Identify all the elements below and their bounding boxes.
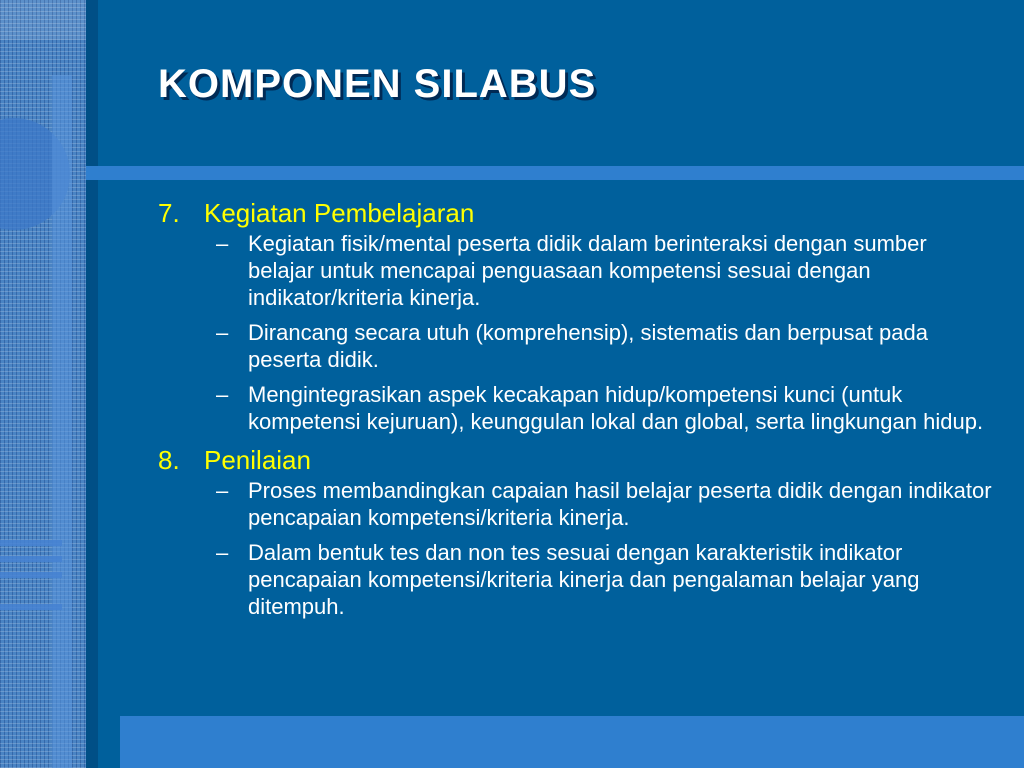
bottom-decorative-panel: [120, 716, 1024, 768]
decorative-stripe: [0, 572, 62, 578]
sidebar-edge: [86, 0, 98, 768]
bullet-text: Dirancang secara utuh (komprehensip), sistematis dan berpusat pada peserta didik.: [248, 320, 928, 372]
slide-title: KOMPONEN SILABUS: [158, 62, 597, 106]
section-kegiatan-pembelajaran: [158, 196, 998, 435]
bullet-item: [216, 381, 998, 435]
dash-bullet: –: [216, 478, 229, 503]
bullet-text: Dalam bentuk tes dan non tes sesuai dengan karakteristik indikator pencapaian kompetensi/kriteria kinerja dan pengalaman belajar yang ditempuh.: [248, 540, 920, 619]
section-heading: [158, 443, 998, 477]
bullet-item: [216, 319, 998, 373]
bullet-list: [158, 230, 998, 435]
section-number: 8.: [158, 445, 180, 475]
decorative-stripe: [0, 540, 62, 546]
bullet-item: [216, 539, 998, 620]
dash-bullet: –: [216, 320, 229, 345]
section-number: 7.: [158, 198, 180, 228]
decorative-stripe: [0, 604, 62, 610]
dash-bullet: –: [216, 231, 229, 256]
dash-bullet: –: [216, 540, 229, 565]
bullet-item: [216, 477, 998, 531]
decorative-stripe: [0, 556, 62, 562]
section-heading-text: Kegiatan Pembelajaran: [204, 198, 475, 228]
bullet-item: [216, 230, 998, 311]
section-heading: [158, 196, 998, 230]
bullet-text: Kegiatan fisik/mental peserta didik dalam berinteraksi dengan sumber belajar untuk mencapai penguasaan kompetensi sesuai dengan indikator/kriteria kinerja.: [248, 231, 927, 310]
bullet-list: [158, 477, 998, 620]
decorative-sidebar: [0, 0, 86, 768]
section-penilaian: [158, 443, 998, 620]
dash-bullet: –: [216, 382, 229, 407]
bullet-text: Mengintegrasikan aspek kecakapan hidup/kompetensi kunci (untuk kompetensi kejuruan), keunggulan lokal dan global, serta lingkungan hidup.: [248, 382, 984, 434]
slide-content: [158, 196, 998, 628]
decorative-vertical-bar: [52, 75, 72, 768]
bullet-text: Proses membandingkan capaian hasil belajar peserta didik dengan indikator pencapaian kompetensi/kriteria kinerja.: [248, 478, 992, 530]
sidebar-top-highlight: [0, 0, 86, 40]
section-heading-text: Penilaian: [204, 445, 311, 475]
title-divider-band: [86, 166, 1024, 180]
